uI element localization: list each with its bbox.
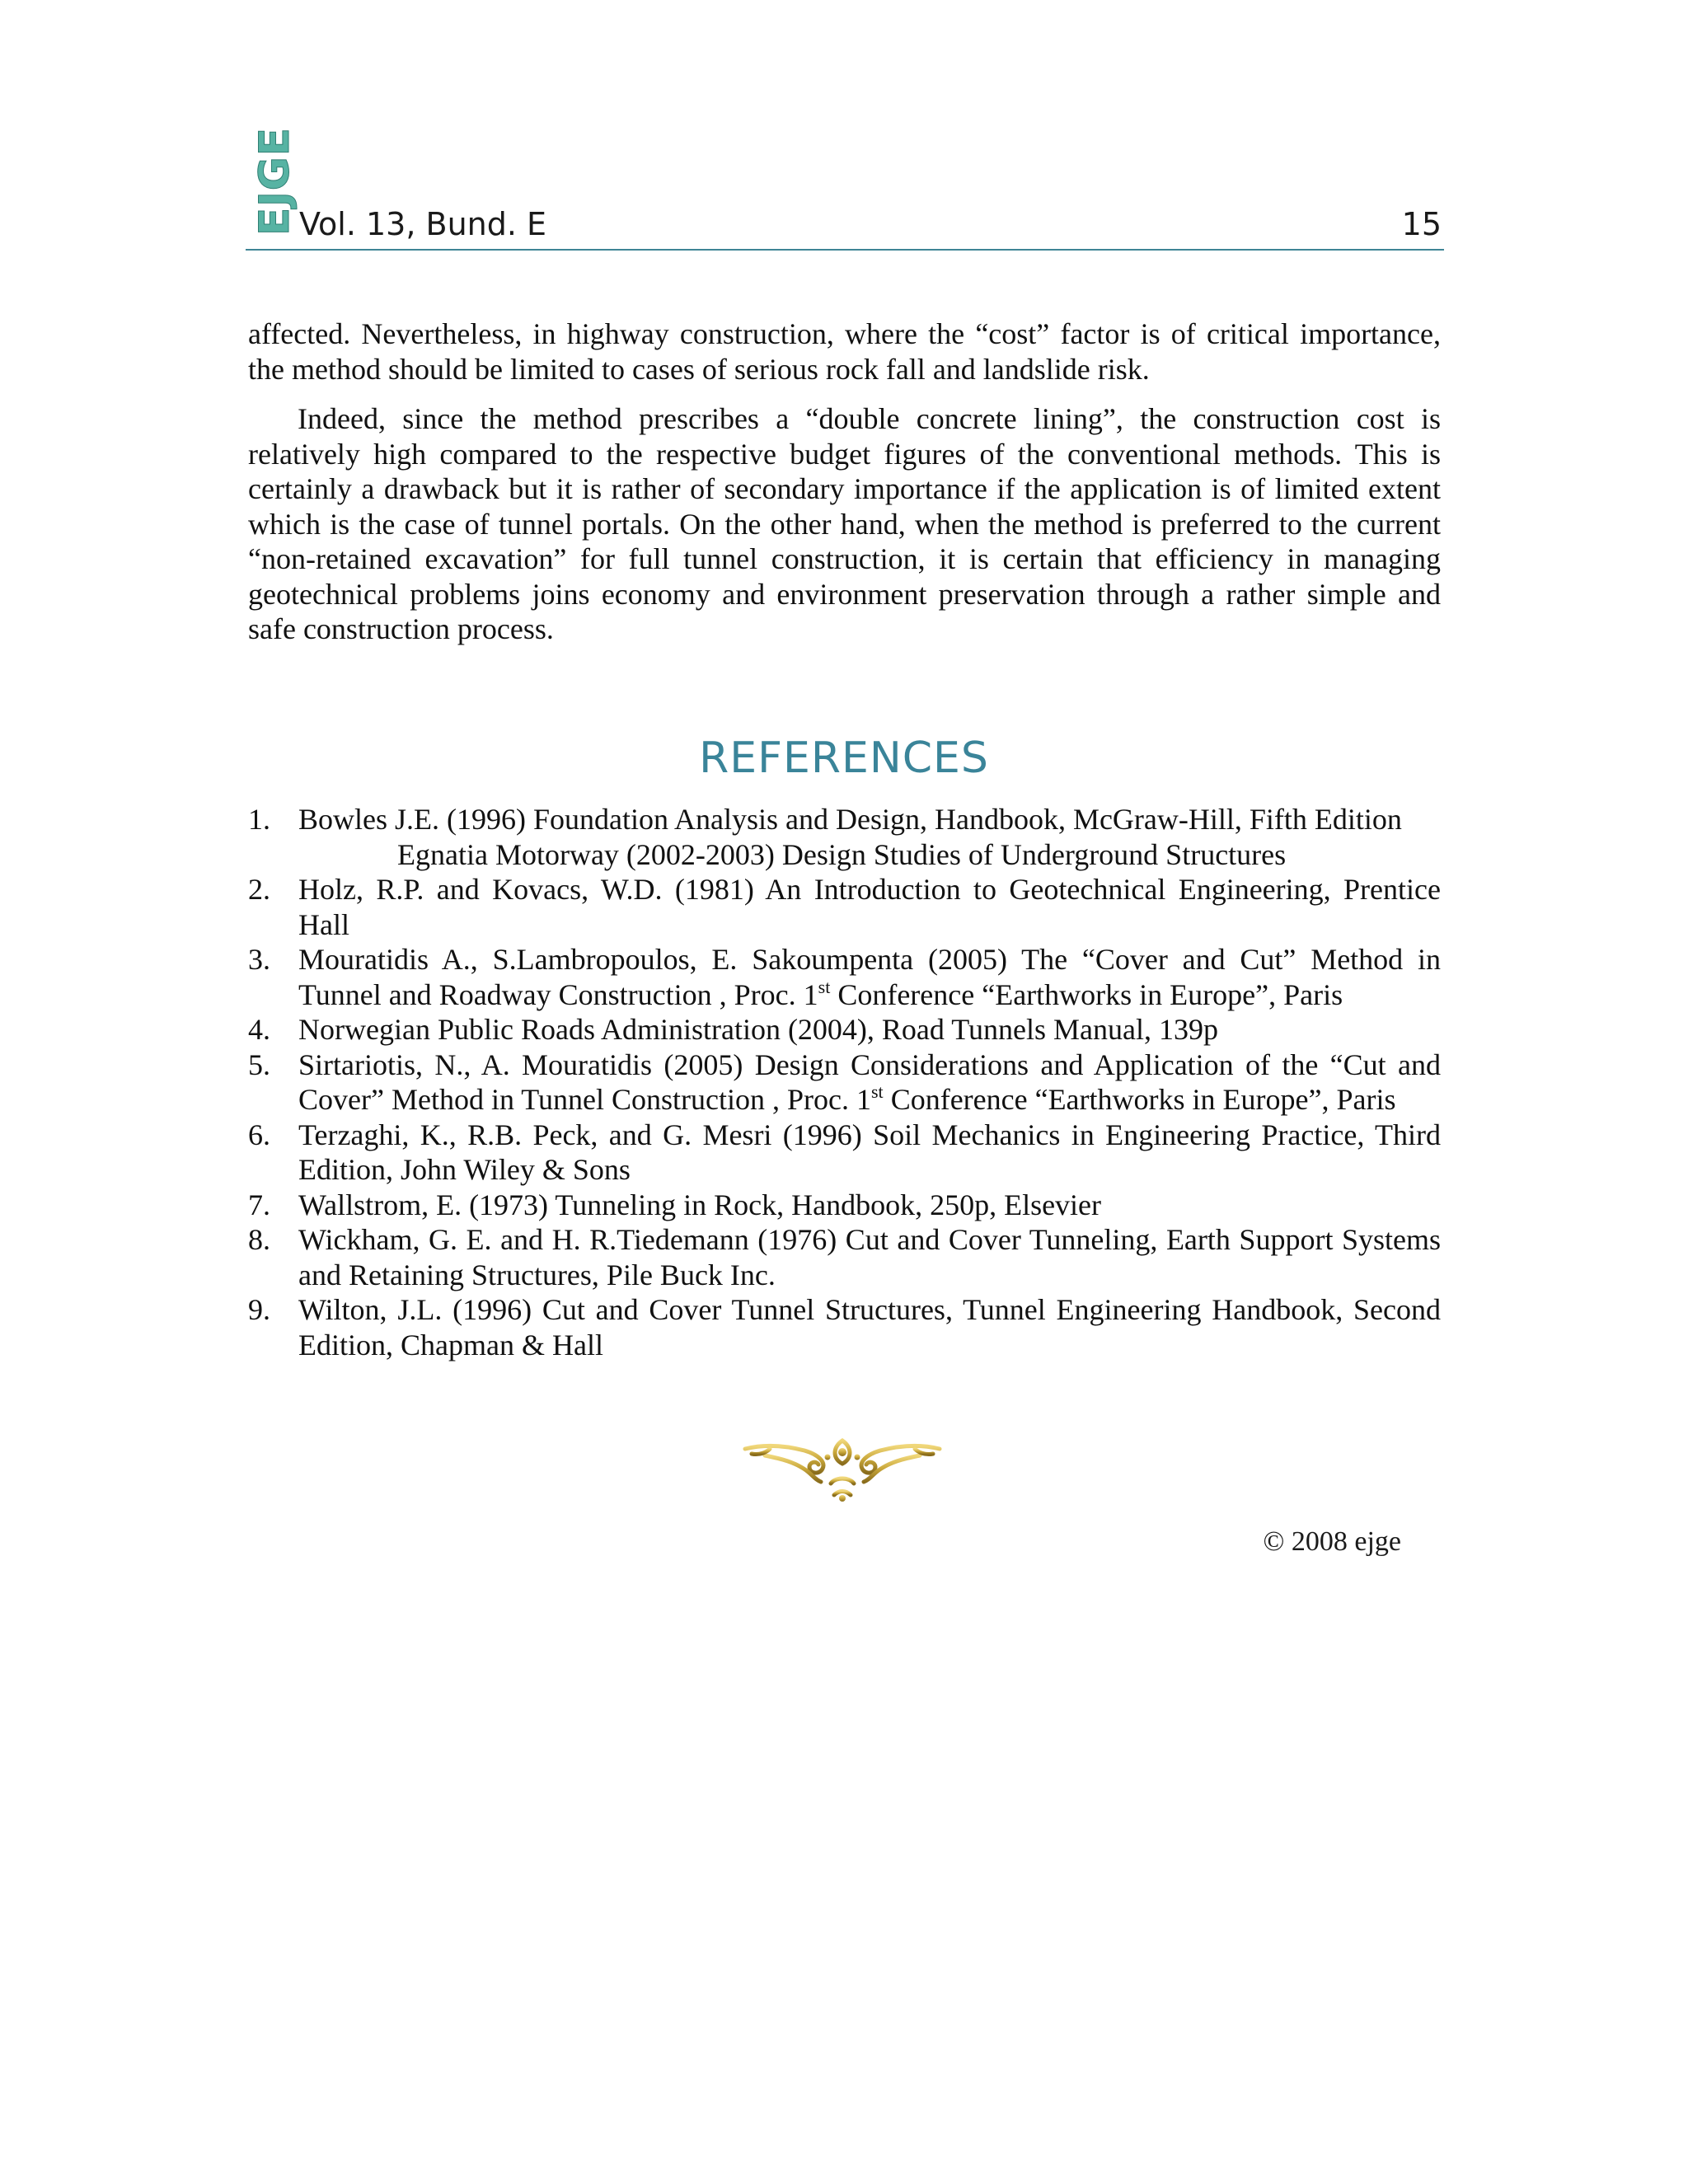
gold-flourish-ornament-icon xyxy=(740,1426,945,1505)
reference-item xyxy=(248,1118,1441,1188)
references-heading: REFERENCES xyxy=(699,733,989,783)
reference-item xyxy=(248,1222,1441,1292)
reference-text: Wickham, G. E. and H. R.Tiedemann (1976) Cut and Cover Tunneling, Earth Support Systems and Retaining Structures, Pile Buck Inc. xyxy=(298,1223,1441,1291)
reference-item xyxy=(248,1047,1441,1118)
reference-number: 6. xyxy=(248,1118,270,1151)
reference-text: Wallstrom, E. (1973) Tunneling in Rock, Handbook, 250p, Elsevier xyxy=(298,1188,1102,1221)
copyright-notice: © 2008 ejge xyxy=(1263,1526,1401,1557)
journal-volume: Vol. 13, Bund. E xyxy=(299,206,547,242)
header-divider xyxy=(246,249,1444,251)
ejge-logo-icon xyxy=(251,122,298,237)
reference-number: 8. xyxy=(248,1223,270,1256)
reference-item xyxy=(248,802,1441,872)
reference-number: 1. xyxy=(248,803,270,836)
logo-text: EJGE xyxy=(251,127,298,236)
reference-extra-line: Egnatia Motorway (2002-2003) Design Studies of Underground Structures xyxy=(397,837,1287,871)
reference-item xyxy=(248,872,1441,942)
reference-number: 2. xyxy=(248,873,270,906)
ordinal-superscript: st xyxy=(818,976,831,997)
reference-text: Wilton, J.L. (1996) Cut and Cover Tunnel Structures, Tunnel Engineering Handbook, Second Edition, Chapman & Hall xyxy=(298,1293,1441,1361)
body-paragraph: Indeed, since the method prescribes a “double concrete lining”, the construction cost is relatively high compared to the respective budget figures of the conventional methods. This is certainly a drawback but it is rather of secondary importance if the application is of limited extent which is the case of tunnel portals. On the other hand, when the method is preferred to the current “non-retained excavation” for full tunnel construction, it is certain that efficiency in managing geotechnical problems joins economy and environment preservation through a rather simple and safe construction process. xyxy=(248,402,1441,645)
reference-text-continued: Conference “Earthworks in Europe”, Paris xyxy=(830,977,1343,1011)
reference-item xyxy=(248,1188,1441,1223)
ordinal-superscript: st xyxy=(871,1081,884,1102)
reference-text: Holz, R.P. and Kovacs, W.D. (1981) An Introduction to Geotechnical Engineering, Prentice Hall xyxy=(298,873,1441,941)
reference-item xyxy=(248,1292,1441,1362)
reference-text: Sirtariotis, N., A. Mouratidis (2005) Design Considerations and Application of the “Cut and Cover” Method in Tunnel Construction , Proc. 1 xyxy=(298,1047,1441,1116)
body-text xyxy=(248,316,1441,647)
body-paragraph: affected. Nevertheless, in highway construction, where the “cost” factor is of critical importance, the method should be limited to cases of serious rock fall and landslide risk. xyxy=(248,317,1441,386)
page-number: 15 xyxy=(1401,206,1442,242)
reference-text-continued: Conference “Earthworks in Europe”, Paris xyxy=(883,1083,1396,1116)
reference-item xyxy=(248,1012,1441,1047)
reference-number: 7. xyxy=(248,1188,270,1221)
reference-list xyxy=(248,802,1441,1362)
reference-text: Mouratidis A., S.Lambropoulos, E. Sakoumpenta (2005) The “Cover and Cut” Method in Tunnel and Roadway Construction , Proc. 1 xyxy=(298,943,1441,1011)
reference-number: 5. xyxy=(248,1047,270,1081)
reference-item xyxy=(248,942,1441,1012)
reference-number: 9. xyxy=(248,1293,270,1326)
reference-text: Terzaghi, K., R.B. Peck, and G. Mesri (1996) Soil Mechanics in Engineering Practice, Third Edition, John Wiley & Sons xyxy=(298,1118,1441,1186)
reference-text: Bowles J.E. (1996) Foundation Analysis and Design, Handbook, McGraw-Hill, Fifth Edition xyxy=(298,803,1402,836)
reference-number: 3. xyxy=(248,943,270,976)
reference-number: 4. xyxy=(248,1013,270,1046)
reference-text: Norwegian Public Roads Administration (2004), Road Tunnels Manual, 139p xyxy=(298,1013,1218,1046)
